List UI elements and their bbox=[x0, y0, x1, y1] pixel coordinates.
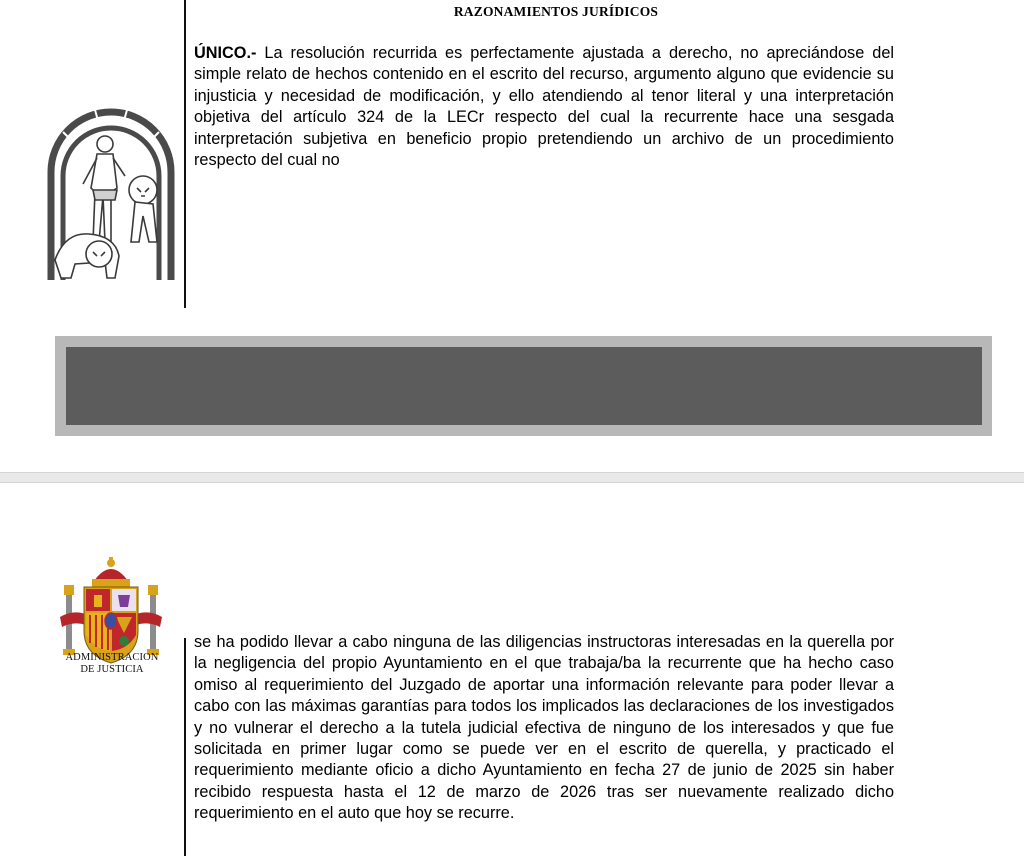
margin-rule bbox=[184, 638, 186, 856]
paragraph-unico bbox=[194, 43, 894, 171]
logo-caption-line1: ADMINISTRACION bbox=[65, 652, 159, 663]
paragraph-body: La resolución recurrida es perfectamente ajustada a derecho, no apreciándose del simple relato de hechos contenido en el escrito del recurso, argumento alguno que evidencie su injusticia y necesidad de modificación, y ello atendiendo al tenor literal y una interpretación objetiva del artículo 324 de la LECr respecto del cual la recurrente hace una sesgada interpretación subjetiva en beneficio propio pretendiendo un archivo de un procedimiento respecto del cual no bbox=[194, 44, 894, 170]
document-page-2 bbox=[0, 483, 1024, 856]
margin-rule bbox=[184, 0, 186, 308]
junta-andalucia-emblem-icon bbox=[45, 92, 177, 282]
paragraph-lead: ÚNICO.- bbox=[194, 44, 257, 62]
page-separator bbox=[0, 472, 1024, 483]
section-heading: RAZONAMIENTOS JURÍDICOS bbox=[453, 4, 659, 19]
logo-caption-line2: DE JUSTICIA bbox=[80, 664, 144, 675]
redaction-block bbox=[66, 347, 982, 425]
paragraph-continuation: se ha podido llevar a cabo ninguna de las diligencias instructoras interesadas en la querella por la negligencia del propio Ayuntamiento en el que trabaja/ba la recurrente que ha hecho caso omiso al requerimiento del Juzgado de aportar una información relevante para poder llevar a cabo con las máximas garantías para todos los implicados las declaraciones de los investigados y no vulnerar el derecho a la tutela judicial efectiva de ninguno de los interesados y que fue solicitada en primer lugar como se puede ver en el escrito de querella, y practicado el requerimiento mediante oficio a dicho Ayuntamiento en fecha 27 de junio de 2025 sin haber recibido respuesta hasta el 12 de marzo de 2026 tras ser nuevamente realizado dicho requerimiento en el auto que hoy se recurre. bbox=[194, 633, 894, 823]
logo-caption bbox=[50, 652, 174, 676]
